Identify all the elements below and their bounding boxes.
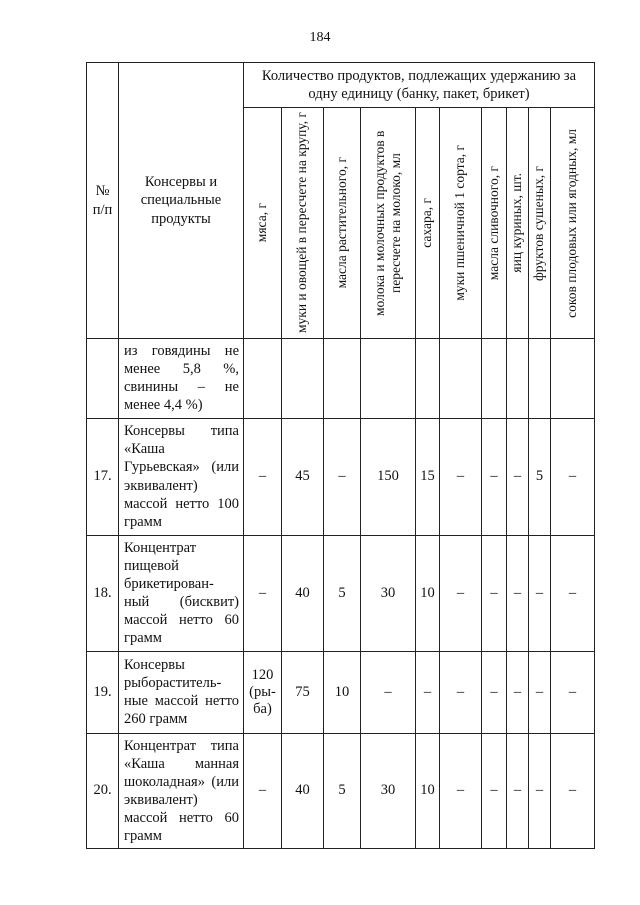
table-row — [87, 733, 595, 849]
col-juice: соков плодовых или ягодных, мл — [551, 108, 595, 339]
cell-value: – — [244, 418, 282, 535]
cell-value — [361, 339, 416, 419]
cell-value: 150 — [361, 418, 416, 535]
header-product: Консервы и специальные продукты — [119, 63, 244, 339]
header-number: № п/п — [87, 63, 119, 339]
table-row — [87, 535, 595, 651]
col-eggs: яиц куриных, шт. — [507, 108, 529, 339]
cell-value: 10 — [324, 651, 361, 733]
cell-value: – — [507, 733, 529, 849]
cell-value: 5 — [324, 733, 361, 849]
row-number: 17. — [87, 418, 119, 535]
cell-value: 5 — [529, 418, 551, 535]
cell-value — [507, 339, 529, 419]
cell-value: 75 — [282, 651, 324, 733]
table-row — [87, 339, 595, 419]
cell-value — [244, 339, 282, 419]
cell-value: 45 — [282, 418, 324, 535]
col-wheat-flour: муки пшеничной 1 сорта, г — [440, 108, 482, 339]
row-number: 20. — [87, 733, 119, 849]
cell-value: – — [416, 651, 440, 733]
cell-value: 40 — [282, 535, 324, 651]
cell-value: – — [507, 535, 529, 651]
cell-value — [440, 339, 482, 419]
cell-value: – — [529, 733, 551, 849]
row-product-name: Консервы типа «Каша Гурьевская» (или эквивалент) массой нетто 100 грамм — [119, 418, 244, 535]
cell-value — [282, 339, 324, 419]
cell-value: – — [482, 418, 507, 535]
col-flour-veg: муки и овощей в пересчете на крупу, г — [282, 108, 324, 339]
cell-value: – — [440, 733, 482, 849]
table-row — [87, 651, 595, 733]
col-milk: молока и молочных продуктов в пересчете на молоко, мл — [361, 108, 416, 339]
cell-value: – — [482, 733, 507, 849]
cell-value: 30 — [361, 733, 416, 849]
row-number: 19. — [87, 651, 119, 733]
col-butter: масла сливочного, г — [482, 108, 507, 339]
page-number: 184 — [309, 30, 331, 45]
cell-value: – — [244, 733, 282, 849]
header-group: Количество продуктов, подлежащих удержанию за одну единицу (банку, пакет, брикет) — [244, 63, 595, 108]
cell-value: – — [440, 535, 482, 651]
cell-value — [324, 339, 361, 419]
col-sugar: сахара, г — [416, 108, 440, 339]
cell-value: 10 — [416, 733, 440, 849]
cell-value: – — [244, 535, 282, 651]
cell-value: – — [551, 535, 595, 651]
table-row — [87, 418, 595, 535]
cell-value — [482, 339, 507, 419]
cell-value: – — [529, 535, 551, 651]
cell-value: – — [482, 535, 507, 651]
col-veg-oil: масла растительного, г — [324, 108, 361, 339]
row-product-name: из говядины не менее 5,8 %, свинины – не менее 4,4 %) — [119, 339, 244, 419]
cell-value: – — [361, 651, 416, 733]
cell-value — [551, 339, 595, 419]
cell-value: 120 (ры-ба) — [244, 651, 282, 733]
col-dried-fruit: фруктов сушеных, г — [529, 108, 551, 339]
row-product-name: Концентрат типа «Каша манная шоколадная» (или эквивалент) массой нетто 60 грамм — [119, 733, 244, 849]
cell-value: – — [507, 651, 529, 733]
cell-value: – — [507, 418, 529, 535]
cell-value: – — [324, 418, 361, 535]
row-number: 18. — [87, 535, 119, 651]
cell-value: – — [482, 651, 507, 733]
cell-value: – — [529, 651, 551, 733]
cell-value: 10 — [416, 535, 440, 651]
row-product-name: Концентрат пищевой брикетирован-ный (бисквит) массой нетто 60 грамм — [119, 535, 244, 651]
row-product-name: Консервы рыбораститель-ные массой нетто 260 грамм — [119, 651, 244, 733]
cell-value: – — [551, 733, 595, 849]
cell-value: – — [551, 651, 595, 733]
row-number — [87, 339, 119, 419]
cell-value: – — [440, 418, 482, 535]
cell-value: 15 — [416, 418, 440, 535]
cell-value — [529, 339, 551, 419]
cell-value: – — [551, 418, 595, 535]
cell-value: 30 — [361, 535, 416, 651]
col-meat: мяса, г — [244, 108, 282, 339]
cell-value: – — [440, 651, 482, 733]
cell-value: 5 — [324, 535, 361, 651]
cell-value — [416, 339, 440, 419]
rations-table — [86, 62, 595, 849]
cell-value: 40 — [282, 733, 324, 849]
